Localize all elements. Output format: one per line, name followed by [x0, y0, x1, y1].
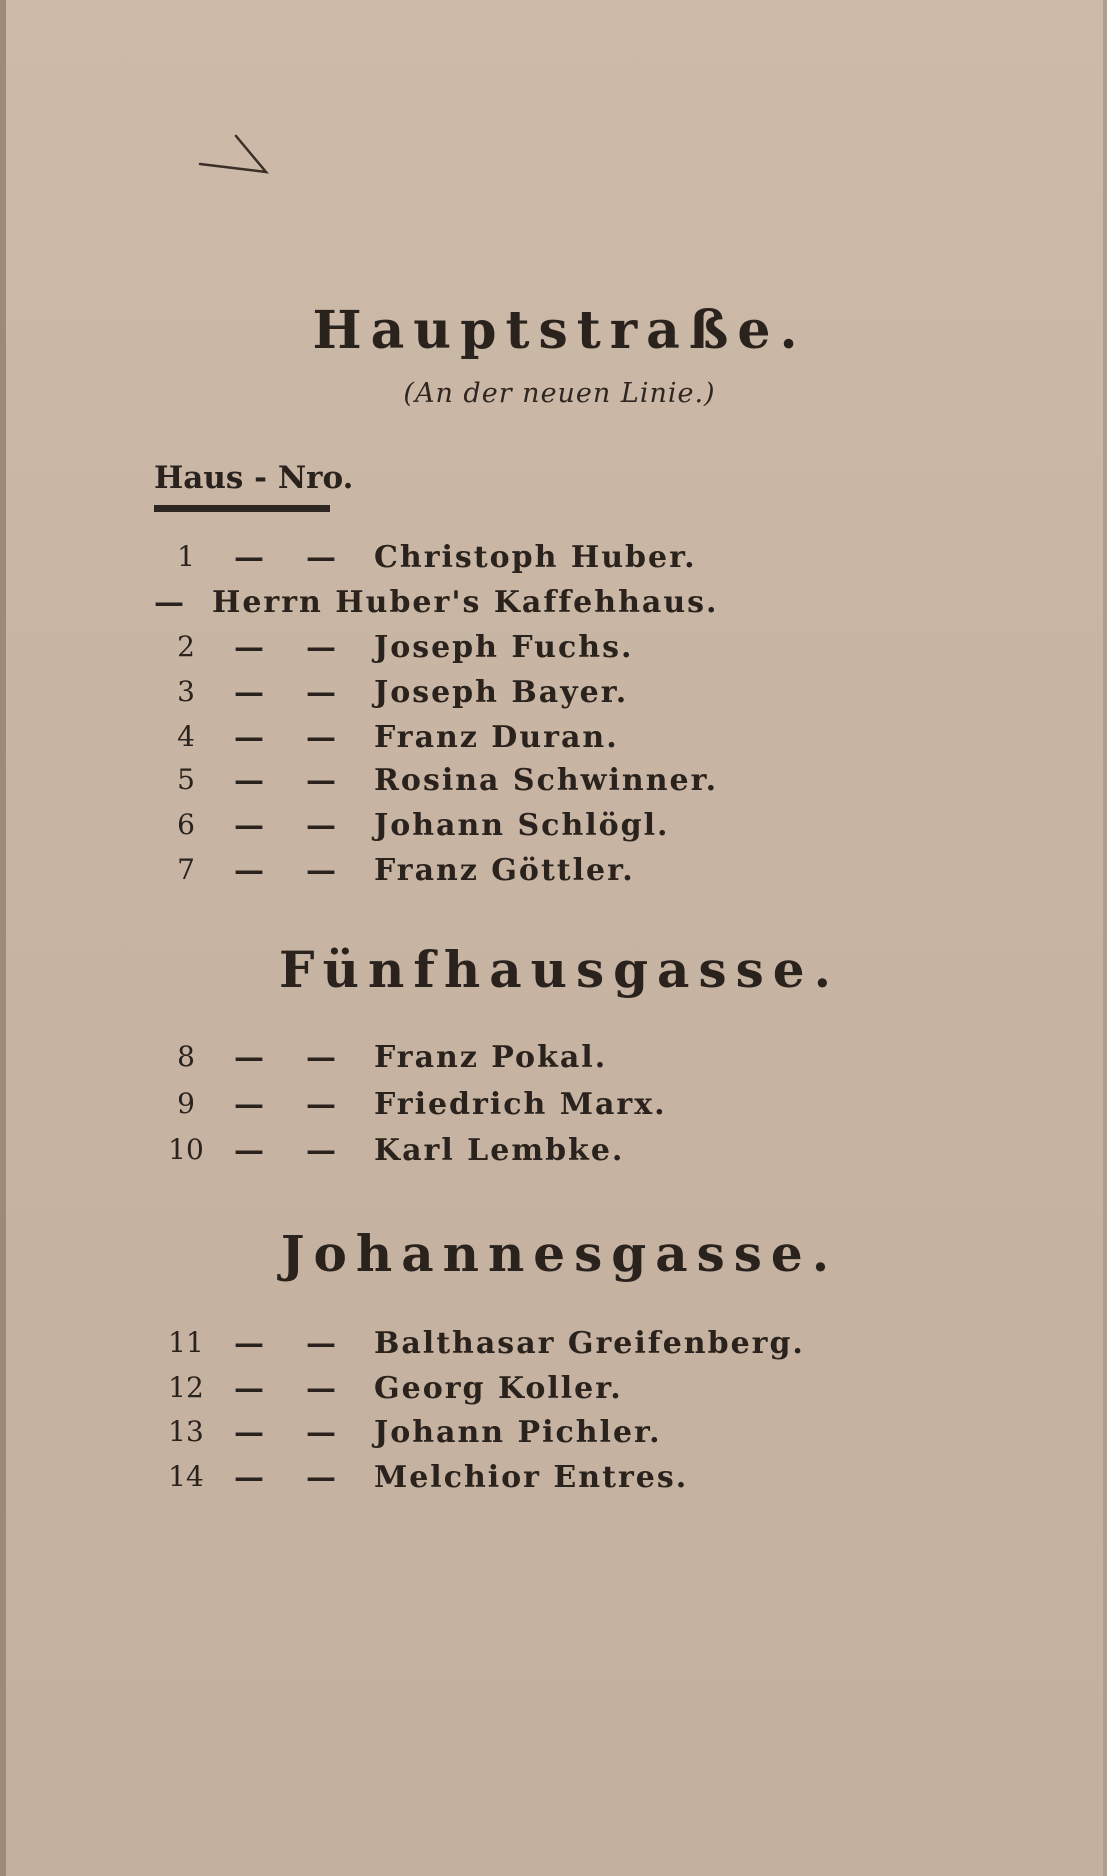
column-header: Haus - Nro.	[154, 460, 354, 496]
resident-name: Karl Lembke.	[374, 1133, 625, 1168]
list-item: 13 — — Johann Pichler.	[6, 1415, 1107, 1459]
section-title-johannesgasse: Johannesgasse.	[280, 1224, 839, 1283]
list-item: 1 — — Christoph Huber.	[6, 540, 1107, 584]
pencil-mark	[196, 132, 276, 182]
list-item: 9 — — Friedrich Marx.	[6, 1087, 1107, 1131]
list-item: 7 — — Franz Göttler.	[6, 853, 1107, 897]
house-number: 8	[177, 1040, 195, 1073]
list-item: 6 — — Johann Schlögl.	[6, 808, 1107, 852]
house-number: 13	[168, 1415, 204, 1448]
resident-name: Johann Pichler.	[374, 1415, 662, 1450]
resident-name: Friedrich Marx.	[374, 1087, 667, 1122]
resident-name: Joseph Fuchs.	[374, 630, 634, 665]
house-number: 5	[177, 763, 195, 796]
section-title-hauptstrasse: Hauptstraße.	[312, 300, 807, 361]
resident-name: Christoph Huber.	[374, 540, 697, 575]
house-number: 14	[168, 1460, 204, 1493]
list-item	[6, 585, 1107, 629]
house-number: —	[154, 585, 184, 620]
list-item: 8 — — Franz Pokal.	[6, 1040, 1107, 1084]
resident-name: Johann Schlögl.	[374, 808, 670, 843]
house-number: 12	[168, 1371, 204, 1404]
house-number: 10	[168, 1133, 204, 1166]
list-item: 12 — — Georg Koller.	[6, 1371, 1107, 1415]
house-number: 3	[177, 675, 195, 708]
list-item: 11 — — Balthasar Greifenberg.	[6, 1326, 1107, 1370]
resident-name: Joseph Bayer.	[374, 675, 629, 710]
resident-name: Herrn Huber's Kaffehhaus.	[212, 585, 719, 620]
resident-name: Melchior Entres.	[374, 1460, 689, 1495]
resident-name: Rosina Schwinner.	[374, 763, 719, 798]
list-item: 14 — — Melchior Entres.	[6, 1460, 1107, 1504]
house-number: 7	[177, 853, 195, 886]
section-title-fuenfhausgasse: Fünfhausgasse.	[279, 940, 840, 999]
list-item: 4 — — Franz Duran.	[6, 720, 1107, 764]
header-rule	[154, 505, 330, 512]
house-number: 9	[177, 1087, 195, 1120]
resident-name: Franz Pokal.	[374, 1040, 608, 1075]
list-item: 3 — — Joseph Bayer.	[6, 675, 1107, 719]
house-number: 4	[177, 720, 195, 753]
resident-name: Balthasar Greifenberg.	[374, 1326, 805, 1361]
resident-name: Franz Duran.	[374, 720, 619, 755]
list-item: 10 — — Karl Lembke.	[6, 1133, 1107, 1177]
section-subtitle: (An der neuen Linie.)	[403, 378, 716, 409]
resident-name: Franz Göttler.	[374, 853, 635, 888]
house-number: 6	[177, 808, 195, 841]
list-item: 2 — — Joseph Fuchs.	[6, 630, 1107, 674]
house-number: 11	[168, 1326, 204, 1359]
house-number: 1	[177, 540, 195, 573]
list-item: 5 — — Rosina Schwinner.	[6, 763, 1107, 807]
resident-name: Georg Koller.	[374, 1371, 623, 1406]
house-number: 2	[177, 630, 195, 663]
